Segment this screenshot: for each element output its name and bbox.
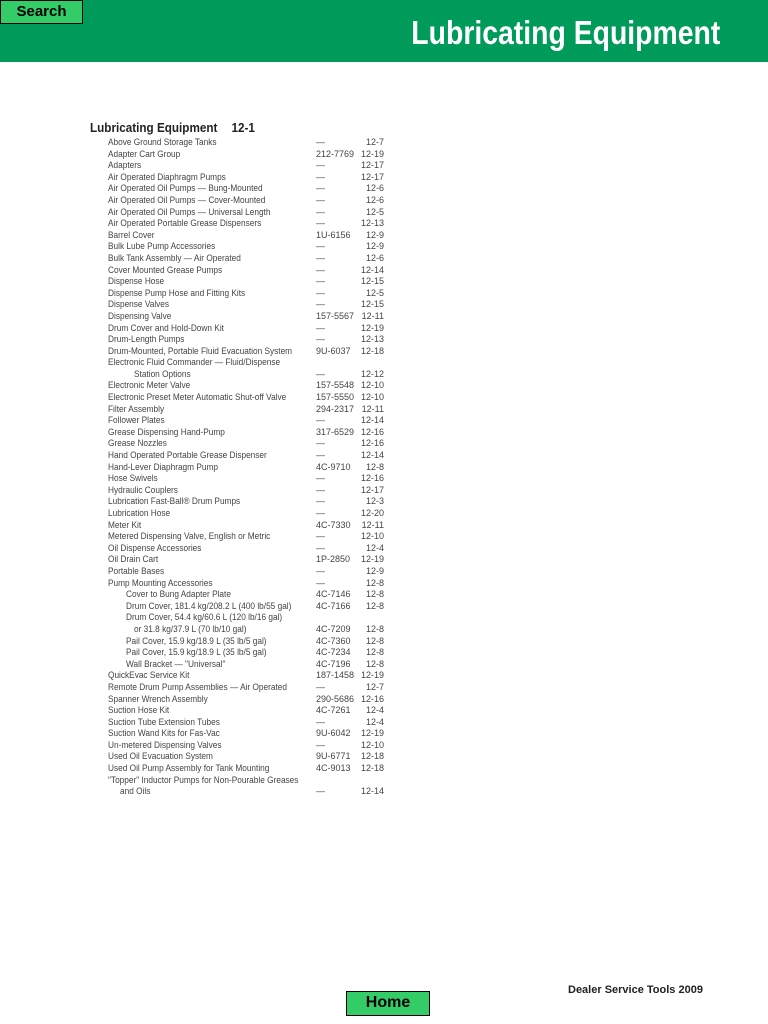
entry-part-number: — — [316, 786, 325, 797]
entry-page-link[interactable]: 12-6 — [365, 194, 384, 205]
index-entry[interactable] — [90, 543, 390, 555]
entry-part-number: — — [316, 206, 325, 217]
entry-part-number: — — [316, 368, 325, 379]
entry-label: Cover Mounted Grease Pumps — [108, 264, 223, 275]
entry-part-number: — — [316, 739, 325, 750]
entry-label: Air Operated Oil Pumps — Bung-Mounted — [108, 183, 263, 194]
index-entry[interactable] — [90, 612, 390, 624]
index-entry[interactable] — [90, 369, 390, 381]
entry-part-number: 294-2317 — [316, 403, 355, 414]
entry-part-number: — — [316, 508, 325, 518]
index-entry[interactable] — [90, 380, 390, 392]
entry-label: Barrel Cover — [108, 229, 155, 240]
entry-page-link[interactable]: 12-6 — [365, 252, 384, 263]
entry-page-link[interactable]: 12-19 — [360, 148, 384, 159]
index-entry[interactable] — [90, 508, 390, 520]
header-band — [0, 0, 768, 62]
index-entry[interactable] — [90, 740, 390, 752]
entry-page-link[interactable]: 12-8 — [365, 658, 384, 669]
index-entry[interactable] — [90, 717, 390, 729]
index-entry[interactable] — [90, 323, 390, 335]
index-entry[interactable] — [90, 462, 390, 474]
entry-part-number: 187-1458 — [316, 670, 355, 681]
entry-part-number: 4C-7209 — [316, 623, 351, 634]
index-entry[interactable] — [90, 775, 390, 787]
entry-label: Suction Wand Kits for Fas-Vac — [108, 728, 220, 739]
entry-page-link[interactable]: 12-9 — [365, 241, 384, 252]
index-entry[interactable] — [90, 485, 390, 497]
index-entry[interactable] — [90, 172, 390, 184]
index-entry[interactable] — [90, 624, 390, 636]
entry-page-link[interactable]: 12-8 — [365, 577, 384, 588]
index-entry[interactable] — [90, 601, 390, 613]
entry-label: Un-metered Dispensing Valves — [108, 739, 222, 750]
index-entry[interactable] — [90, 218, 390, 230]
entry-label: Follower Plates — [108, 415, 165, 426]
entry-part-number: 4C-9710 — [316, 461, 351, 472]
index-entry[interactable] — [90, 334, 390, 346]
entry-label: Pail Cover, 15.9 kg/18.9 L (35 lb/5 gal) — [126, 647, 267, 658]
index-entry[interactable] — [90, 207, 390, 219]
entry-page-link[interactable]: 12-16 — [360, 473, 384, 484]
entry-part-number: — — [316, 171, 325, 182]
entry-part-number: — — [316, 484, 325, 495]
entry-page-link[interactable]: 12-11 — [361, 519, 384, 530]
entry-part-number: 4C-7261 — [316, 705, 351, 716]
entry-page-link[interactable]: 12-15 — [360, 299, 384, 310]
index-entry[interactable] — [90, 496, 390, 508]
entry-page-link[interactable]: 12-10 — [360, 392, 384, 403]
entry-part-number: 4C-7146 — [316, 589, 351, 600]
entry-part-number: — — [316, 276, 325, 287]
footer-title: Dealer Service Tools 2009 — [568, 984, 703, 996]
entry-page-link[interactable]: 12-5 — [365, 287, 384, 298]
entry-part-number: 157-5550 — [316, 392, 355, 403]
entry-page-link[interactable]: 12-8 — [365, 589, 384, 600]
entry-part-number: — — [316, 218, 325, 229]
entry-part-number: — — [316, 252, 325, 263]
index-entry[interactable] — [90, 311, 390, 323]
entry-label: Drum Cover, 54.4 kg/60.6 L (120 lb/16 gal) — [126, 612, 283, 623]
entry-label: Grease Dispensing Hand-Pump — [108, 426, 225, 437]
index-entry[interactable] — [90, 450, 390, 462]
index-entry[interactable] — [90, 438, 390, 450]
entry-page-link[interactable]: 12-8 — [365, 647, 384, 658]
entry-label: Adapters — [108, 160, 142, 171]
entry-part-number: 4C-7196 — [316, 658, 351, 669]
entry-part-number: — — [316, 577, 325, 588]
entry-part-number: — — [316, 334, 325, 345]
entry-page-link[interactable]: 12-20 — [360, 508, 384, 518]
search-button[interactable]: Search — [0, 0, 83, 24]
entry-page-link[interactable]: 12-6 — [365, 183, 384, 194]
entry-part-number: 9U-6037 — [316, 345, 351, 356]
entry-label: Hand-Lever Diaphragm Pump — [108, 461, 218, 472]
index-entry[interactable] — [90, 682, 390, 694]
entry-label: "Topper" Inductor Pumps for Non-Pourable Greases — [108, 774, 299, 785]
index-entry[interactable] — [90, 705, 390, 717]
entry-label: Dispense Pump Hose and Fitting Kits — [108, 287, 246, 298]
page-title: Lubricating Equipment — [410, 14, 720, 51]
entry-label: Pump Mounting Accessories — [108, 577, 213, 588]
index-entry[interactable] — [90, 427, 390, 439]
entry-label: Hose Swivels — [108, 473, 158, 484]
index-entry[interactable] — [90, 149, 390, 161]
entry-label: Hydraulic Couplers — [108, 484, 178, 495]
index-entry[interactable] — [90, 751, 390, 763]
entry-page-link[interactable]: 12-9 — [365, 229, 384, 240]
entry-label: Dispense Hose — [108, 276, 165, 287]
entry-part-number: — — [316, 241, 325, 252]
entry-part-number: — — [316, 681, 325, 692]
index-entry[interactable] — [90, 589, 390, 601]
entry-page-link[interactable]: 12-7 — [365, 137, 384, 147]
index-entry[interactable] — [90, 195, 390, 207]
entry-page-link[interactable]: 12-17 — [360, 160, 384, 171]
entry-page-link[interactable]: 12-8 — [365, 623, 384, 634]
index-entry[interactable] — [90, 728, 390, 740]
entry-label: Station Options — [134, 368, 191, 379]
entry-part-number: — — [316, 287, 325, 298]
entry-page-link[interactable]: 12-13 — [360, 218, 384, 229]
index-entry[interactable] — [90, 288, 390, 300]
index-entry[interactable] — [90, 520, 390, 532]
entry-part-number: — — [316, 542, 325, 553]
entry-label: QuickEvac Service Kit — [108, 670, 190, 681]
entry-page-link[interactable]: 12-17 — [360, 171, 384, 182]
entry-part-number: 157-5548 — [316, 380, 355, 391]
index-entry[interactable] — [90, 230, 390, 242]
entry-part-number: — — [316, 716, 325, 727]
index-entry[interactable] — [90, 786, 390, 798]
entry-part-number: — — [316, 194, 325, 205]
entry-page-link[interactable]: 12-7 — [365, 681, 384, 692]
entry-part-number: — — [316, 473, 325, 484]
entry-page-link[interactable]: 12-14 — [360, 786, 384, 797]
entry-part-number: 212-7769 — [316, 148, 355, 159]
entry-part-number: 1P-2850 — [316, 554, 351, 565]
entry-label: Hand Operated Portable Grease Dispenser — [108, 450, 267, 461]
entry-page-link[interactable]: 12-18 — [360, 751, 384, 762]
entry-page-link[interactable]: 12-19 — [360, 728, 384, 739]
entry-part-number: — — [316, 450, 325, 461]
entry-part-number: — — [316, 137, 325, 147]
entry-part-number: 1U-6156 — [316, 229, 351, 240]
index-entry[interactable] — [90, 554, 390, 566]
entry-part-number: — — [316, 496, 325, 507]
index-entry[interactable] — [90, 694, 390, 706]
entry-label: Lubrication Hose — [108, 508, 171, 518]
entry-label: Grease Nozzles — [108, 438, 167, 449]
index-entry[interactable] — [90, 160, 390, 172]
index-entry[interactable] — [90, 566, 390, 578]
entry-page-link[interactable]: 12-11 — [361, 403, 384, 414]
entry-page-link[interactable]: 12-16 — [360, 438, 384, 449]
entry-part-number: — — [316, 322, 325, 333]
entry-label: Wall Bracket — "Universal" — [126, 658, 226, 669]
entry-part-number: — — [316, 438, 325, 449]
index-entry[interactable] — [90, 647, 390, 659]
index-entry[interactable] — [90, 404, 390, 416]
index-entry[interactable] — [90, 659, 390, 671]
entry-label: Remote Drum Pump Assemblies — Air Operated — [108, 681, 288, 692]
section-heading — [90, 120, 360, 135]
entry-label: Air Operated Portable Grease Dispensers — [108, 218, 262, 229]
entry-part-number: — — [316, 415, 325, 426]
entry-page-link[interactable]: 12-19 — [360, 670, 384, 681]
entry-part-number: 317-6529 — [316, 426, 355, 437]
entry-page-link[interactable]: 12-8 — [365, 600, 384, 611]
entry-label: Electronic Preset Meter Automatic Shut-off Valve — [108, 392, 287, 403]
entry-part-number: — — [316, 160, 325, 171]
entry-page-link[interactable]: 12-4 — [365, 542, 384, 553]
index-entry[interactable] — [90, 392, 390, 404]
entry-label: Air Operated Diaphragm Pumps — [108, 171, 226, 182]
entry-label: Metered Dispensing Valve, English or Metric — [108, 531, 271, 542]
entry-label: Oil Drain Cart — [108, 554, 159, 565]
index-entry[interactable] — [90, 276, 390, 288]
entry-page-link[interactable]: 12-17 — [360, 484, 384, 495]
entry-part-number: 157-5567 — [316, 310, 355, 321]
entry-page-link[interactable]: 12-18 — [360, 763, 384, 774]
index-entry[interactable] — [90, 183, 390, 195]
entry-label: Pail Cover, 15.9 kg/18.9 L (35 lb/5 gal) — [126, 635, 267, 646]
entry-page-link[interactable]: 12-14 — [360, 415, 384, 426]
entry-part-number: 4C-7234 — [316, 647, 351, 658]
index-list — [90, 137, 390, 798]
entry-label: Bulk Lube Pump Accessories — [108, 241, 216, 252]
entry-part-number: 4C-9013 — [316, 763, 351, 774]
entry-part-number: 9U-6771 — [316, 751, 351, 762]
entry-part-number: 9U-6042 — [316, 728, 351, 739]
entry-page-link[interactable]: 12-12 — [360, 368, 384, 379]
entry-page-link[interactable]: 12-9 — [365, 565, 384, 576]
index-entry[interactable] — [90, 357, 390, 369]
entry-part-number: — — [316, 264, 325, 275]
entry-label: Cover to Bung Adapter Plate — [126, 589, 231, 600]
entry-page-link[interactable]: 12-13 — [360, 334, 384, 345]
entry-part-number: 290-5686 — [316, 693, 355, 704]
index-entry[interactable] — [90, 763, 390, 775]
entry-page-link[interactable]: 12-4 — [365, 705, 384, 716]
entry-label: Bulk Tank Assembly — Air Operated — [108, 252, 241, 263]
entry-part-number: 4C-7330 — [316, 519, 351, 530]
entry-label: Used Oil Pump Assembly for Tank Mounting — [108, 763, 270, 774]
entry-label: Dispense Valves — [108, 299, 170, 310]
index-entry[interactable] — [90, 253, 390, 265]
entry-page-link[interactable]: 12-8 — [365, 635, 384, 646]
entry-page-link[interactable]: 12-14 — [360, 264, 384, 275]
entry-part-number: — — [316, 531, 325, 542]
entry-page-link[interactable]: 12-5 — [365, 206, 384, 217]
entry-page-link[interactable]: 12-10 — [360, 739, 384, 750]
entry-label: Electronic Meter Valve — [108, 380, 191, 391]
index-entry[interactable] — [90, 670, 390, 682]
entry-label: Used Oil Evacuation System — [108, 751, 213, 762]
entry-label: Above Ground Storage Tanks — [108, 137, 217, 147]
entry-page-link[interactable]: 12-18 — [360, 345, 384, 356]
index-entry[interactable] — [90, 265, 390, 277]
entry-label: Drum-Length Pumps — [108, 334, 185, 345]
entry-label: Drum Cover, 181.4 kg/208.2 L (400 lb/55 gal) — [126, 600, 292, 611]
entry-label: Lubrication Fast-Ball® Drum Pumps — [108, 496, 241, 507]
section-title: Lubricating Equipment — [90, 120, 218, 135]
entry-page-link[interactable]: 12-11 — [361, 310, 384, 321]
entry-label: Air Operated Oil Pumps — Cover-Mounted — [108, 194, 266, 205]
entry-part-number: 4C-7166 — [316, 600, 351, 611]
entry-page-link[interactable]: 12-4 — [365, 716, 384, 727]
entry-label: Portable Bases — [108, 565, 165, 576]
entry-label: Drum Cover and Hold-Down Kit — [108, 322, 224, 333]
index-entry[interactable] — [90, 299, 390, 311]
entry-label: and Oils — [120, 786, 151, 797]
index-entry[interactable] — [90, 137, 390, 149]
entry-page-link[interactable]: 12-19 — [360, 322, 384, 333]
entry-part-number: 4C-7360 — [316, 635, 351, 646]
entry-label: Oil Dispense Accessories — [108, 542, 202, 553]
entry-label: Filter Assembly — [108, 403, 165, 414]
entry-page-link[interactable]: 12-3 — [365, 496, 384, 507]
entry-label: Drum-Mounted, Portable Fluid Evacuation System — [108, 345, 293, 356]
entry-label: Suction Hose Kit — [108, 705, 170, 716]
entry-label: Dispensing Valve — [108, 310, 172, 321]
entry-page-link[interactable]: 12-10 — [360, 380, 384, 391]
index-entry[interactable] — [90, 578, 390, 590]
entry-label: or 31.8 kg/37.9 L (70 lb/10 gal) — [134, 623, 247, 634]
entry-page-link[interactable]: 12-19 — [360, 554, 384, 565]
entry-label: Air Operated Oil Pumps — Universal Length — [108, 206, 271, 217]
index-entry[interactable] — [90, 636, 390, 648]
index-entry[interactable] — [90, 473, 390, 485]
entry-part-number: — — [316, 299, 325, 310]
entry-page-link[interactable]: 12-15 — [360, 276, 384, 287]
index-entry[interactable] — [90, 346, 390, 358]
entry-label: Meter Kit — [108, 519, 142, 530]
entry-page-link[interactable]: 12-8 — [365, 461, 384, 472]
home-button[interactable]: Home — [346, 991, 430, 1016]
entry-page-link[interactable]: 12-10 — [360, 531, 384, 542]
entry-label: Spanner Wrench Assembly — [108, 693, 208, 704]
index-entry[interactable] — [90, 531, 390, 543]
entry-label: Suction Tube Extension Tubes — [108, 716, 220, 727]
entry-page-link[interactable]: 12-14 — [360, 450, 384, 461]
index-entry[interactable] — [90, 241, 390, 253]
entry-page-link[interactable]: 12-16 — [360, 693, 384, 704]
entry-page-link[interactable]: 12-16 — [360, 426, 384, 437]
entry-label: Electronic Fluid Commander — Fluid/Dispense — [108, 357, 281, 368]
entry-part-number: — — [316, 565, 325, 576]
entry-part-number: — — [316, 183, 325, 194]
section-page[interactable]: 12-1 — [231, 120, 255, 135]
entry-label: Adapter Cart Group — [108, 148, 181, 159]
index-entry[interactable] — [90, 415, 390, 427]
index-section — [90, 120, 390, 798]
